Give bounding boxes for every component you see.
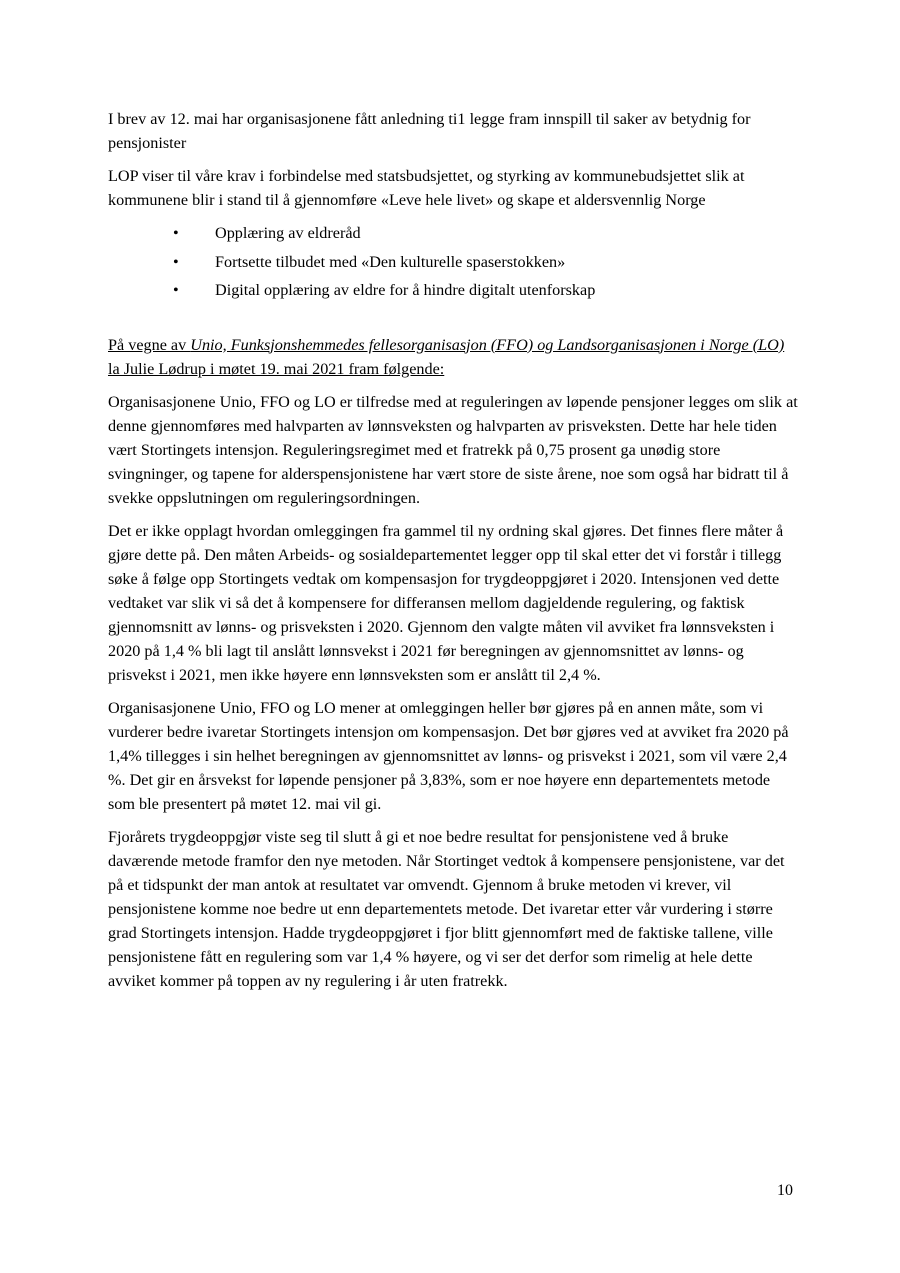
intro-paragraph-1: I brev av 12. mai har organisasjonene fått anledning ti1 legge fram innspill til saker av betydnig for pensjonister: [108, 110, 751, 152]
bullet-list: [108, 221, 798, 307]
bullet-icon: •: [173, 281, 179, 299]
body-paragraph-3: Organisasjonene Unio, FFO og LO mener at omleggingen heller bør gjøres på en annen måte, som vi vurderer bedre ivaretar Stortingets intensjon om kompensasjon. Det bør gjøres ved at avviket fra 2020 på 1,4% tillegges i sin helhet beregningen av gjennomsnittet av lønns- og prisvekst i 2021, som vil være 2,4 %. Det gir en årsvekst for løpende pensjoner på 3,83%, som er noe høyere enn departementets metode som ble presentert på møtet 12. mai vil gi.: [108, 698, 789, 813]
body-paragraph-4: Fjorårets trygdeoppgjør viste seg til slutt å gi et noe bedre resultat for pensjonistene ved å bruke daværende metode framfor den nye metoden. Når Stortinget vedtok å kompensere pensjonistene, var det på et tidspunkt der man antok at resultatet var omvendt. Gjennom å bruke metoden vi krever, vil pensjonistene komme noe bedre ut enn departementets metode. Det ivaretar etter vår vurdering i større grad Stortingets intensjon. Hadde trygdeoppgjøret i fjor blitt gjennomført med de faktiske tallene, ville pensjonistene fått en regulering som var 1,4 % høyere, og vi ser det derfor som rimelig at hele dette avviket kommer på toppen av ny regulering i år uten fratrekk.: [108, 827, 785, 990]
page-number: 10: [777, 1182, 793, 1199]
list-item-text: Fortsette tilbudet med «Den kulturelle spaserstokken»: [215, 252, 566, 271]
list-item-text: Opplæring av eldreråd: [215, 224, 361, 242]
bullet-icon: •: [173, 252, 179, 271]
body-paragraph-1: Organisasjonene Unio, FFO og LO er tilfredse med at reguleringen av løpende pensjoner legges om slik at denne gjennomføres med halvparten av lønnsveksten og halvparten av prisveksten. Dette har hele tiden vært Stortingets intensjon. Reguleringsregimet med et fratrekk på 0,75 prosent ga unødig store svingninger, og tapene for alderspensjonistene har vært store de siste årene, noe som også har bidratt til å svekke oppslutningen om reguleringsordningen.: [108, 392, 798, 507]
intro-paragraph-2: LOP viser til våre krav i forbindelse med statsbudsjettet, og styrking av kommunebudsjettet slik at kommunene blir i stand til å gjennomføre «Leve hele livet» og skape et aldersvennlig Norge: [108, 167, 745, 209]
page-content: [108, 107, 798, 1002]
heading-prefix: På vegne av: [108, 335, 191, 354]
section-spacer: [108, 307, 798, 333]
list-item: [108, 278, 798, 307]
heading-suffix: la Julie Lødrup i møtet 19. mai 2021 fram følgende:: [108, 359, 445, 378]
list-item: [108, 250, 798, 279]
list-item: [108, 221, 798, 250]
body-paragraph-2: Det er ikke opplagt hvordan omleggingen fra gammel til ny ordning skal gjøres. Det finnes flere måter å gjøre dette på. Den måten Arbeids- og sosialdepartementet legger opp til skal etter det vi forstår i tillegg søke å følge opp Stortingets vedtak om kompensasjon for trygdeoppgjøret i 2020. Intensjonen ved dette vedtaket var slik vi så det å kompensere for differansen mellom dagjeldende regulering, og faktisk gjennomsnitt av lønns- og prisveksten i 2020. Gjennom den valgte måten vil avviket fra lønnsveksten i 2020 på 1,4 % bli lagt til anslått lønnsvekst i 2021 før beregningen av gjennomsnittet av lønns- og prisvekst i 2021, men ikke høyere enn lønnsveksten som er anslått til 2,4 %.: [108, 521, 784, 684]
heading-organisations: Unio, Funksjonshemmedes fellesorganisasjon (FFO) og Landsorganisasjonen i Norge (LO): [190, 335, 785, 354]
section-heading: [108, 333, 798, 381]
bullet-icon: •: [173, 224, 179, 242]
list-item-text: Digital opplæring av eldre for å hindre digitalt utenforskap: [215, 281, 596, 299]
